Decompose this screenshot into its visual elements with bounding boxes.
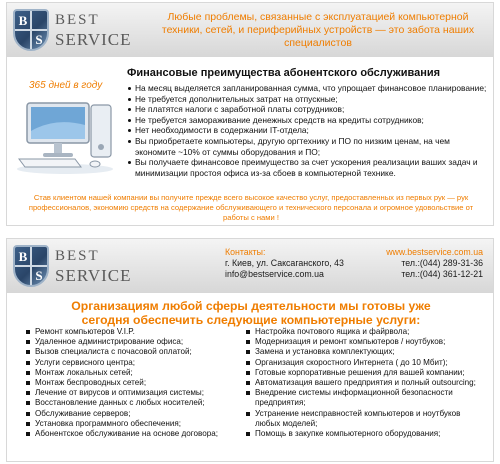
services-list-left (25, 327, 239, 439)
logo-letter-s: S (35, 268, 43, 283)
services-heading (37, 299, 465, 327)
logo-word-service: SERVICE (55, 266, 132, 285)
list-item: Вызов специалиста с почасовой оплатой; (25, 347, 239, 357)
list-item: Настройка почтового ящика и файрвола; (245, 327, 485, 337)
benefits-list (127, 83, 489, 178)
list-item: Вы приобретаете компьютеры, другую оргтехнику и ПО по низким ценам, на чем экономите ~10% от суммы оборудования и ПО; (127, 136, 489, 157)
computer-illustration-icon (15, 95, 123, 175)
benefits-title: Финансовые преимущества абонентского обслуживания (127, 67, 441, 79)
list-item: Не требуется замораживание денежных средств на кредиты сотрудников; (127, 115, 489, 126)
list-item: Установка программного обеспечения; (25, 419, 239, 429)
logo-letter-b: B (18, 249, 28, 264)
list-item: Лечение от вирусов и оптимизация системы; (25, 388, 239, 398)
logo-word-best: BEST (55, 248, 100, 264)
logo-letter-s: S (35, 32, 43, 47)
list-item: Вы получаете финансовое преимущество за счет ускорения реализации ваших задач и минимизации простоя офиса из-за сбоев в компьютерной технике. (127, 157, 489, 178)
list-item: Организация скоростного Интернета ( до 10 Мбит); (245, 358, 485, 368)
logo-wordmark (55, 11, 131, 49)
tagline: Любые проблемы, связанные с эксплуатацией компьютерной техники, сетей, и периферийных устройств — это забота наших специалистов (161, 11, 475, 49)
services-list-right (245, 327, 485, 439)
footer-note: Став клиентом нашей компании вы получите прежде всего высокое качество услуг, предоставленных из первых рук — рук профессионалов, экономию средств на содержание обслуживающего и технического персонала и огромное удовольствие от работы с нами ! (28, 193, 474, 222)
email-link[interactable]: info@bestservice.com.ua (225, 269, 324, 279)
list-item: Готовые корпоративные решения для вашей компании; (245, 368, 485, 378)
list-item: Нет необходимости в содержании IT-отдела; (127, 125, 489, 136)
list-item: Удаленное администрирование офиса; (25, 337, 239, 347)
days-label: 365 дней в году (29, 80, 103, 91)
shield-icon (13, 9, 49, 51)
business-card-back (6, 238, 494, 462)
logo-wordmark (55, 247, 131, 285)
web-phones-block (386, 247, 483, 280)
list-item: Не платятся налоги с заработной платы сотрудников; (127, 104, 489, 115)
logo-word-service: SERVICE (55, 30, 132, 49)
logo-word-best: BEST (55, 12, 100, 28)
services-heading-line-1: Организациям любой сферы деятельности мы готовы уже (71, 299, 431, 313)
list-item: Ремонт компьютеров V.I.P. (25, 327, 239, 337)
list-item: Помощь в закупке компьютерного оборудования; (245, 429, 485, 439)
services-heading-line-2: сегодня обеспечить следующие компьютерные услуги: (81, 313, 421, 327)
list-item: Абонентское обслуживание на основе договора; (25, 429, 239, 439)
list-item: Автоматизация вашего предприятия и полный outsourcing; (245, 378, 485, 388)
contacts-block (225, 247, 344, 280)
list-item: Не требуется дополнительных затрат на отпускные; (127, 94, 489, 105)
list-item: Восстановление данных с любых носителей; (25, 398, 239, 408)
list-item: Обслуживание серверов; (25, 409, 239, 419)
list-item: Монтаж беспроводных сетей; (25, 378, 239, 388)
list-item: На месяц выделяется запланированная сумма, что упрощает финансовое планирование; (127, 83, 489, 94)
shield-icon (13, 245, 49, 287)
phone-2: тел.:(044) 361-12-21 (401, 269, 483, 279)
business-card-front (6, 2, 494, 226)
website-link[interactable]: www.bestservice.com.ua (386, 247, 483, 257)
list-item: Услуги сервисного центра; (25, 358, 239, 368)
phone-1: тел.:(044) 289-31-36 (401, 258, 483, 268)
company-logo (13, 245, 143, 289)
list-item: Монтаж локальных сетей; (25, 368, 239, 378)
list-item: Замена и установка комплектующих; (245, 347, 485, 357)
list-item: Устранение неисправностей компьютеров и ноутбуков любых моделей; (245, 409, 485, 429)
logo-letter-b: B (18, 13, 28, 28)
contacts-label: Контакты: (225, 247, 266, 257)
company-logo (13, 9, 143, 53)
address: г. Киев, ул. Саксаганского, 43 (225, 258, 344, 268)
list-item: Внедрение системы информационной безопасности предприятия; (245, 388, 485, 408)
list-item: Модернизация и ремонт компьютеров / ноутбуков; (245, 337, 485, 347)
